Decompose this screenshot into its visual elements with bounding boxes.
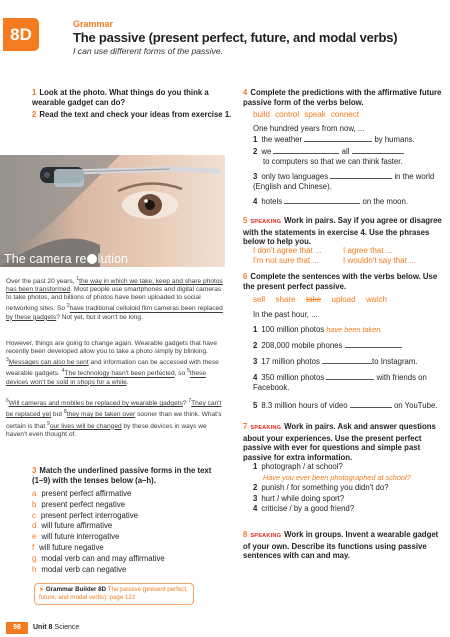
list-item: h modal verb can negative <box>32 564 127 574</box>
exercise-instruction: Complete the predictions with the affirmative future passive form of the verbs below. <box>243 88 442 107</box>
sentence-list <box>253 325 443 429</box>
exercise-7 <box>243 422 443 462</box>
exercise-2 <box>32 110 232 120</box>
section-label: Grammar <box>73 19 114 29</box>
unit-label: Unit 8 Science <box>33 624 80 631</box>
list-item: 5 8.3 million hours of video on YouTube. <box>253 401 438 410</box>
list-item: 3 17 million photos to Instagram. <box>253 357 418 366</box>
grammar-builder-link[interactable]: ➤ Grammar Builder 8D The passive (present perfect, future, and modal verbs): page 122 <box>34 583 194 605</box>
list-item: b present perfect negative <box>32 499 125 509</box>
list-item: 1 the weather by humans. <box>253 135 415 144</box>
exercise-number: 5 <box>243 216 248 225</box>
list-item: 2 we all to computers so that we can think faster. <box>253 147 403 166</box>
phrase-box: I don't agree that ... I agree that ... I'm not sure that ... I wouldn't say that ... <box>253 246 416 265</box>
article-paragraph-1: Over the past 20 years, $^1$the way in which we take, keep and share photos has been transformed. Most people use smartphones and digital cameras to take photos, and billions of photos have been uploaded to social networking sites. So $^2$have traditional celluloid film cameras been replaced by these gadgets? Not yet, but it won't be long. <box>6 276 223 321</box>
speaking-tag: SPEAKING <box>250 533 282 539</box>
example-answer: Have you ever been photographed at school? <box>263 472 411 482</box>
exercise-4 <box>243 88 443 107</box>
exercise-number: 7 <box>243 422 248 431</box>
exercise-3 <box>32 466 222 485</box>
speaking-tag: SPEAKING <box>250 425 282 431</box>
list-item: 3 only two languages in the world (English and Chinese). <box>253 172 435 191</box>
exercise-number: 8 <box>243 530 248 539</box>
lesson-badge: 8D <box>3 18 39 51</box>
exercise-instruction: Complete the sentences with the verbs below. Use the present perfect passive. <box>243 272 438 291</box>
page-number: 98 <box>6 622 28 634</box>
article-title: The camera re lution <box>4 252 129 266</box>
exercise-instruction: Work in pairs. Ask and answer questions about your experiences. Use the present perfect passive with ever for questions and simple past passive for extra information. <box>243 422 436 462</box>
list-item: 1 photograph / at school? <box>253 462 343 471</box>
exercise-number: 6 <box>243 272 248 281</box>
exercise-number: 3 <box>32 466 37 475</box>
exercise-number: 4 <box>243 88 248 97</box>
list-item: 4 350 million photos with friends on Facebook. <box>253 373 427 392</box>
exercise-number: 2 <box>32 110 37 119</box>
word-box: sell share take upload watch <box>253 295 387 304</box>
article-paragraph-3: $^6$Will cameras and mobiles be replaced by wearable gadgets? $^7$They can't be replaced yet but $^8$they may be taken over sooner than we think. What's certain is that $^9$our lives will be changed by these devices in ways we haven't even thought of. <box>6 398 222 438</box>
list-item: 3 hurt / while doing sport? <box>253 493 345 503</box>
speaking-tag: SPEAKING <box>250 219 282 225</box>
word-box: build control speak connect <box>253 110 359 119</box>
article-photo <box>0 155 225 267</box>
wearable-glasses-photo <box>0 155 225 267</box>
tense-list <box>32 489 222 575</box>
page-title: The passive (present perfect, future, and modal verbs) <box>73 30 398 45</box>
list-item: 4 hotels on the moon. <box>253 197 409 206</box>
prediction-list <box>253 135 443 209</box>
article-paragraph-2: However, things are going to change again. Wearable gadgets that have recently been developed allow you to take a photo simply by blinking. $^3$Messages can also be sent and information can be accessed with these wearable gadgets. $^4$The technology hasn't been perfected, so $^5$these devices won't be sold in shops for a while. <box>6 340 219 386</box>
page-subtitle: I can use different forms of the passive. <box>73 46 223 56</box>
exercise-instruction: Work in pairs. Say if you agree or disagree with the statements in exercise 4. Use the phrases below to help you. <box>243 216 442 247</box>
exercise-1 <box>32 88 222 107</box>
list-item: e will future interrogative <box>32 532 120 542</box>
list-item: g modal verb can and may affirmative <box>32 553 165 563</box>
exercise-instruction: Read the text and check your ideas from exercise 1. <box>39 110 232 119</box>
prediction-intro: One hundred years from now, ... <box>253 124 365 133</box>
exercise-5 <box>243 216 443 247</box>
list-item: d will future affirmative <box>32 521 113 531</box>
list-item: c present perfect interrogative <box>32 510 138 520</box>
exercise-6 <box>243 272 443 291</box>
exercise-8 <box>243 530 443 561</box>
arrow-circle-icon: ➤ <box>39 586 46 593</box>
list-item: 1 100 million photos have been taken. <box>253 325 383 334</box>
exercise-instruction: Work in groups. Invent a wearable gadget of your own. Describe its functions using passive sentences with can and may. <box>243 530 439 561</box>
exercise-instruction: Match the underlined passive forms in the text (1–9) with the tenses below (a–h). <box>32 466 212 485</box>
exercise-number: 1 <box>32 88 37 97</box>
question-list <box>253 462 443 515</box>
list-item: a present perfect affirmative <box>32 489 132 498</box>
sentence-intro: In the past hour, ... <box>253 310 318 319</box>
exercise-instruction: Look at the photo. What things do you think a wearable gadget can do? <box>32 88 209 107</box>
list-item: 2 punish / for something you didn't do? <box>253 482 389 492</box>
list-item: f will future negative <box>32 542 104 552</box>
aperture-icon <box>87 254 97 264</box>
list-item: 4 criticise / by a good friend? <box>253 504 355 514</box>
list-item: 2 208,000 mobile phones . <box>253 341 403 350</box>
